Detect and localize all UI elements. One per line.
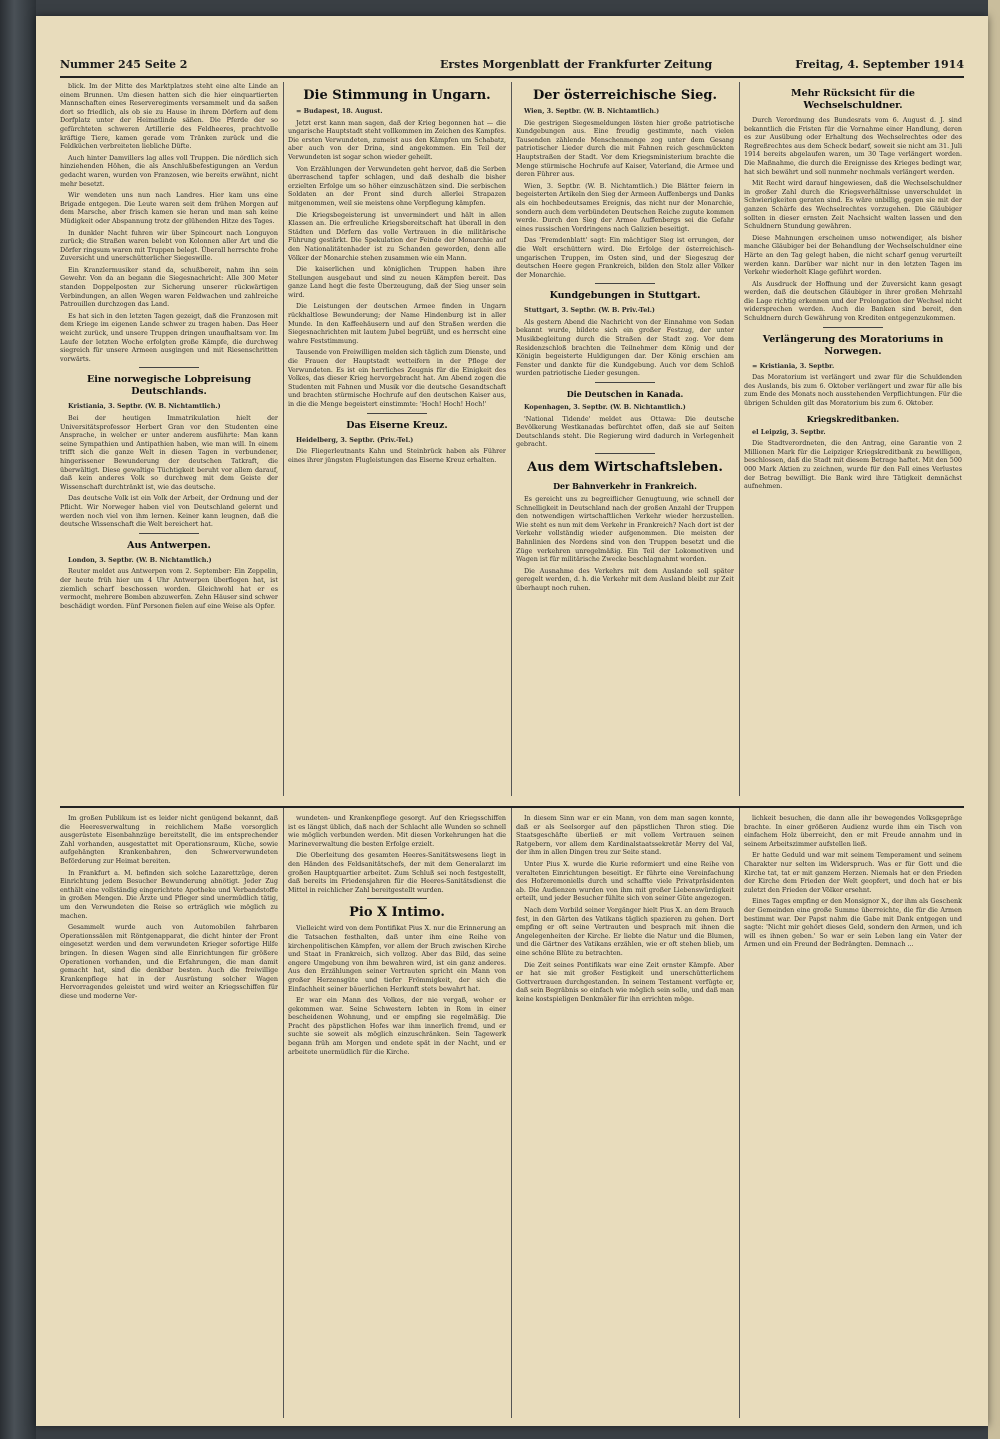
article-paragraph: In diesem Sinn war er ein Mann, von dem man sagen konnte, daß er als Seelsorger auf den päpstlichen Thron stieg. Die Staatsgeschäfte überließ er mit vollem Vertrauen seinen Ratgebern, vor allem dem Kardinalstaatssekretär Merry del Val, der ihm in allen Dingen treu zur Seite stand. — [516, 814, 734, 857]
article-paragraph: Die Stadtverordneten, die den Antrag, eine Garantie von 2 Millionen Mark für die Leipziger Kriegskreditbank zu bewilligen, beschlossen, daß die Stadt mit diesem Betrage haftet. Mit den 500 000 Mark Aktien zu zeichnen, wurde für den Fall eines Verlustes der Betrag bewilligt. Die Bank wird ihre Tätigkeit demnächst aufnehmen. — [744, 439, 962, 491]
headline-bahnverkehr: Der Bahnverkehr in Frankreich. — [553, 481, 697, 491]
article-paragraph: Die Zeit seines Pontifikats war eine Zeit ernster Kämpfe. Aber er hat sie mit großer Festigkeit und unerschütterlichem Gottvertrauen durchgestanden. In seinem Testament verfügte er, daß sein Begräbnis so einfach wie möglich sein solle, und daß man keine kostspieligen Denkmäler für ihn errichten möge. — [516, 960, 734, 1003]
article-paragraph: Auch hinter Damvillers lag alles voll Truppen. Die nördlich sich hinziehenden Höhen, die als Anschlußbefestigungen an Verdun gedacht waren, wurden von Franzosen, wie bereits erwähnt, nicht mehr besetzt. — [60, 153, 278, 188]
headline-norwegian: Eine norwegische Lobpreisung Deutschlands. — [87, 374, 251, 398]
headline-stuttgart: Kundgebungen in Stuttgart. — [549, 290, 701, 302]
article-paragraph: Mit Recht wird darauf hingewiesen, daß die Wechselschuldner in großer Zahl durch die Kriegsverhältnisse unverschuldet in Schwierigkeiten geraten sind. Es wäre unbillig, gegen sie mit der ganzen Schärfe des Wechselrechtes vorzugehen. Die Gläubiger sollten in dieser ernsten Zeit Nachsicht walten lassen und den Schuldnern Stundung gewähren. — [744, 179, 962, 231]
article-paragraph: Die Ausnahme des Verkehrs mit dem Auslande soll später geregelt werden, d. h. die Verkehr mit dem Ausland bleibt zur Zeit überhaupt noch ruhen. — [516, 566, 734, 592]
article-paragraph: Im großen Publikum ist es leider nicht genügend bekannt, daß die Heeresverwaltung in reichlichem Maße vorsorglich ausgerüstete Eisenbahnzüge bereitstellt, die im entsprechender Zahl vorhanden, ausgestattet mit Operationsraum, Küche, sowie aufgehängten Krankenbahren, den Schwerverwundeten Beförderung zur Heimat bereiten. — [60, 814, 278, 865]
dateline: Kopenhagen, 3. Septbr. (W. B. Nichtamtlich.) — [524, 403, 686, 412]
dateline: London, 3. Septbr. (W. B. Nichtamtlich.) — [68, 555, 212, 564]
article-paragraph: Nach dem Vorbild seiner Vorgänger hielt Pius X. an dem Brauch fest, in den Gärten des Vatikans täglich spazieren zu gehen. Dort empfing er oft seine Vertrauten und besprach mit ihnen die Angelegenheiten der Kirche. Er liebte die Natur und die Blumen, und die Gärtner des Vatikans erzählen, wie er oft stehen blieb, um eine schöne Blüte zu betrachten. — [516, 905, 734, 957]
article-paragraph: Gesammelt wurde auch von Automobilen fahrbaren Operationssälen mit Röntgenapparat, die dicht hinter der Front eingesetzt werden und dem verwundeten Krieger sofortige Hilfe bringen. In diesen Wagen sind alle Einrichtungen für größere Operationen vorhanden, und die Erfahrungen, die man damit gemacht hat, sind die denkbar besten. Auch die freiwillige Krankenpflege hat in der Ausrüstung solcher Wagen Hervorragendes geleistet und wird weiter an Kriegsschiffen für diese und moderne Ver- — [60, 923, 278, 1000]
article-paragraph: Er war ein Mann des Volkes, der nie vergaß, woher er gekommen war. Seine Schwestern lebten in Rom in einer bescheidenen Wohnung, und er empfing sie regelmäßig. Die Pracht des päpstlichen Hofes war ihm innerlich fremd, und er suchte sie soweit als möglich einzuschränken. Sein Tagewerk begann früh am Morgen und endete spät in der Nacht, und er arbeitete unermüdlich für die Kirche. — [288, 996, 506, 1056]
dateline: el Leipzig, 3. Septbr. — [752, 427, 826, 436]
section-divider — [823, 327, 883, 328]
upper-column-3 — [516, 82, 734, 796]
lower-section-feuilleton — [60, 806, 964, 1418]
article-paragraph: Die Oberleitung des gesamten Heeres-Sanitätswesens liegt in den Händen des Feldsanitätschefs, der mit dem Generalarzt im großen Hauptquartier arbeitet. Zum Schluß sei noch festgestellt, daß bereits im Friedensjahren für die Heeres-Sanitätsdienst die Mittel in reichlicher Zahl bereitgestellt wurden. — [288, 851, 506, 894]
article-paragraph: Er hatte Geduld und war mit seinem Temperament und seinem Charakter nur selten im Widerspruch. Was er für Gott und die Kirche tat, tat er mit ganzem Herzen. Niemals hat er den Frieden der Kirche dem Frieden der Welt geopfert, und doch hat er bis zuletzt den Frieden der Völker ersehnt. — [744, 851, 962, 894]
headline-pio-x: Pio X Intimo. — [349, 905, 445, 921]
upper-column-2 — [288, 82, 506, 796]
article-paragraph: Die Leistungen der deutschen Armee finden in Ungarn rückhaltlose Bewunderung; der Name Hindenburg ist in aller Munde. In den Kaffeehäusern und auf den Straßen werden die Siegesnachrichten mit lautem Jubel begrüßt, und es herrscht eine wahre Feststimmung. — [288, 302, 506, 345]
section-divider — [139, 533, 199, 534]
headline-wirtschaftsleben: Aus dem Wirtschaftsleben. — [527, 460, 723, 475]
article-paragraph: Vielleicht wird von dem Pontifikat Pius X. nur die Erinnerung an die Tatsachen festhalten, daß unter ihm eine Reihe von kirchenpolitischen Kämpfen, vor allem der Bruch zwischen Kirche und Staat in Frankreich, sich vollzog. Aber das Bild, das seine engere Umgebung von ihm bewahren wird, ist ein ganz anderes. Aus den Erzählungen seiner Vertrauten spricht ein Mann von großer Herzensgüte und tiefer Frömmigkeit, der sich die Einfachheit seiner bäuerlichen Herkunft stets bewahrt hat. — [288, 924, 506, 993]
article-paragraph: In Frankfurt a. M. befinden sich solche Lazarettzüge, deren Einrichtung jedem Besucher Bewunderung abnötigt. Jeder Zug enthält eine vollständig eingerichtete Apotheke und Verbandstoffe in großen Mengen. Die Ärzte und Pfleger sind unermüdlich tätig, um den Verwundeten die Reise so erträglich wie möglich zu machen. — [60, 868, 278, 920]
article-paragraph: Wir wendeten uns nun nach Landres. Hier kam uns eine Brigade entgegen. Die Leute waren seit dem frühen Morgen auf dem Marsche, aber frisch kamen sie heran und man sah keine Müdigkeit oder Abspannung trotz der glühenden Hitze des Tages. — [60, 191, 278, 225]
article-paragraph: Reuter meldet aus Antwerpen vom 2. September: Ein Zeppelin, der heute früh hier um 4 Uhr Antwerpen überflogen hat, ist ziemlich scharf beschossen worden. Gleichwohl hat er es vermocht, mehrere Bomben abzuwerfen. Zehn Häuser sind schwer beschädigt worden. Fünf Personen fielen auf eine Weise als Opfer. — [60, 567, 278, 610]
article-paragraph: Bei der heutigen Immatrikulation hielt der Universitätsprofessor Herbert Gran vor den Studenten eine Ansprache, in welcher er unter anderem ausführte: Man kann seine Sympathien und Antipathien haben, wie man will. In einem trifft sich die ganze Welt in diesen Tagen in verbundener, hingerissener Bewunderung der deutschen Tatkraft, die überwältigt. Diese gewaltige Tüchtigkeit beruht vor allem darauf, daß kein anderes Volk so durchweg mit dem Geiste der Wissenschaft durchtränkt ist, wie das deutsche. — [60, 414, 278, 491]
headline-kanada: Die Deutschen in Kanada. — [566, 389, 684, 400]
article-paragraph: Durch Verordnung des Bundesrats vom 6. August d. J. sind bekanntlich die Fristen für die Vornahme einer Handlung, deren es zur Ausübung oder Erhaltung des Wechselrechtes oder des Regreßrechtes aus dem Scheck bedarf, soweit sie nicht am 31. Juli 1914 bereits abgelaufen waren, um 30 Tage verlängert worden. Die Maßnahme, die durch die Ereignisse des Krieges bedingt war, hat sich bewährt und soll nunmehr nochmals verlängert werden. — [744, 116, 962, 176]
page-header — [60, 56, 964, 78]
article-paragraph: Die kaiserlichen und königlichen Truppen haben ihre Stellungen ausgebaut und sind zu neuen Kämpfen bereit. Das ganze Land hegt die feste Überzeugung, daß der Sieg unser sein wird. — [288, 265, 506, 299]
article-paragraph: Wien, 3. Septbr. (W. B. Nichtamtlich.) Die Blätter feiern in begeisterten Artikeln den Sieg der Armeen Auffenbergs und Danks als ein hochbedeutsames Ereignis, das nicht nur der Monarchie, sondern auch dem verbündeten Deutschen Reiche zugute kommen werde. Durch den Sieg der Armee Auffenbergs sei die Gefahr eines russischen Vordringens nach Galizien beseitigt. — [516, 181, 734, 233]
column-rule — [739, 808, 740, 1418]
section-divider — [367, 898, 427, 899]
article-paragraph: Die Kriegsbegeisterung ist unvermindert und hält in allen Klassen an. Die erfreuliche Kriegsbereitschaft hat überall in den Städten und Dörfern das volle Vertrauen in die militärische Führung gestärkt. Die Spekulation der Feinde der Monarchie auf den Nationalitätenhader ist zu Schanden geworden, denn alle Völker der Monarchie stehen zusammen wie ein Mann. — [288, 210, 506, 262]
dateline: = Budapest, 18. August. — [296, 107, 383, 115]
article-paragraph: Als gestern Abend die Nachricht von der Einnahme von Sedan bekannt wurde, bildete sich ein großer Festzug, der unter Musikbegleitung durch die Straßen der Stadt zog. Vor dem Residenzschloß brachten die Teilnehmer dem König und der Königin begeisterte Huldigungen dar. Der König erschien am Fenster und dankte für die Kundgebung. Auch vor dem Schloß wurden patriotische Lieder gesungen. — [516, 317, 734, 378]
column-rule — [283, 82, 284, 796]
article-paragraph: Das 'Fremdenblatt' sagt: Ein mächtiger Sieg ist errungen, der die Welt erschüttern wird. Die Erfolge der österreichisch-ungarischen Truppen, im Osten sind, und der Siegeszug der deutschen Heere gegen Frankreich, bilden den Stolz aller Völker der Monarchie. — [516, 236, 734, 279]
article-paragraph: Jetzt erst kann man sagen, daß der Krieg begonnen hat — die ungarische Hauptstadt steht vollkommen im Zeichen des Kampfes. Die ersten Verwundeten, zumeist aus den Kämpfen um Schabatz, aber auch von der Drina, sind angekommen. Ein Teil der Verwundeten ist sogar schon wieder geheilt. — [288, 118, 506, 161]
masthead-title: Erstes Morgenblatt der Frankfurter Zeitung — [440, 58, 713, 71]
article-paragraph: Das deutsche Volk ist ein Volk der Arbeit, der Ordnung und der Pflicht. Wir Norweger haben viel von Deutschland gelernt und werden noch viel von ihm lernen. Keiner kann leugnen, daß die deutsche Wissenschaft die Welt bereichert hat. — [60, 494, 278, 529]
lower-column-3 — [516, 814, 734, 1418]
headline-antwerpen: Aus Antwerpen. — [127, 539, 211, 551]
page-edge — [988, 0, 1000, 1439]
dateline: = Kristiania, 3. Septbr. — [752, 361, 835, 370]
issue-date: Freitag, 4. September 1914 — [795, 58, 964, 71]
article-paragraph: lichkeit besuchen, die dann alle ihr bewegendes Volksgepräge brachte. In einer größeren Audienz wurde ihm ein Tisch von einfachem Holz überreicht, den er mit Freude annahm und in seinem Arbeitszimmer aufstellen ließ. — [744, 814, 962, 848]
dateline: Heidelberg, 3. Septbr. (Priv.-Tel.) — [296, 435, 414, 444]
section-divider — [367, 413, 427, 414]
article-paragraph: Eines Tages empfing er den Monsignor X., der ihm als Geschenk der Gemeinden eine große Summe überreichte, die für die Armen bestimmt war. Der Papst nahm die Gabe mit Dank entgegen und sagte: 'Nicht mir gehört dieses Geld, sondern den Armen, und ich will es ihnen geben.' So war er sein Leben lang ein Vater der Armen und ein Freund der Bedrängten. Demnach ... — [744, 897, 962, 949]
newspaper-page — [36, 16, 988, 1426]
headline-ungarn: Die Stimmung in Ungarn. — [303, 88, 491, 103]
article-paragraph: Es hat sich in den letzten Tagen gezeigt, daß die Franzosen mit dem Kriege im eigenen Lande schwer zu tragen haben. Das Heer weicht zurück, und unsere Truppen dringen unaufhaltsam vor. Im Laufe der letzten Woche erfolgten große Kämpfe, die durchweg siegreich für unsere Armeen ausgingen und mit Riesenschritten vorwärts. — [60, 311, 278, 363]
article-paragraph: Als Ausdruck der Hoffnung und der Zuversicht kann gesagt werden, daß die deutschen Gläubiger in ihrer großen Mehrzahl die Lage richtig erkennen und der Prolongation der Wechsel nicht widersprechen werden. Auch die Banken sind bereit, den Schuldnern durch Gewährung von Krediten entgegenzukommen. — [744, 279, 962, 323]
article-paragraph: Diese Mahnungen erscheinen umso notwendiger, als bisher manche Gläubiger bei der Behandlung der Wechselschuldner eine Härte an den Tag gelegt haben, die nicht scharf genug verurteilt werden kann. Darüber war nicht nur in den letzten Tagen im Verkehr wiederholt Klage geführt worden. — [744, 233, 962, 277]
article-paragraph: Die Fliegerleutnants Kahn und Steinbrück haben als Führer eines ihrer jüngsten Flugleistungen das Eiserne Kreuz erhalten. — [288, 447, 506, 464]
article-paragraph: Das Moratorium ist verlängert und zwar für die Schuldenden des Auslands, bis zum 6. Oktober verlängert und zwar für alle bis zum Ende des Monats noch ausstehenden Verpflichtungen. Für die übrigen Schulden gilt das Moratorium bis zum 6. Oktober. — [744, 373, 962, 408]
dateline: Wien, 3. Septbr. (W. B. Nichtamtlich.) — [524, 107, 660, 115]
column-rule — [739, 82, 740, 796]
article-paragraph: 'National Tidende' meldet aus Ottawa: Die deutsche Bevölkerung Westkanadas befürchtet offen, daß sie auf Seiten Deutschlands steht. Die Regierung wird dadurch in Verlegenheit gebracht. — [516, 414, 734, 449]
article-paragraph: wundeten- und Krankenpflege gesorgt. Auf den Kriegsschiffen ist es längst üblich, daß nach der Schlacht alle Wunden so schnell wie möglich verbunden werden. Mit diesen Vorkehrungen hat die Marineverwaltung die besten Erfolge erzielt. — [288, 814, 506, 848]
lower-column-2 — [288, 814, 506, 1418]
section-divider — [595, 382, 655, 383]
section-divider — [595, 283, 655, 284]
article-paragraph: Ein Kranzlermusiker stand da, schußbereit, nahm ihn sein Gewehr. Von da an begann die Siegesnachricht: Alle 300 Meter standen Doppelposten zur Sicherung unserer rückwärtigen Verbindungen, an allen Wegen waren Feldwachen und zahlreiche Patrouillen durchzogen das Land. — [60, 265, 278, 309]
article-paragraph: Unter Pius X. wurde die Kurie reformiert und eine Reihe von veralteten Einrichtungen beseitigt. Er führte eine Vereinfachung des Hofzeremoniells durch und schaffte viele Privatpräsidenten ab. Die Audienzen wurden von ihm mit großer Liebenswürdigkeit erteilt, und jeder Besucher fühlte sich von seiner Güte angezogen. — [516, 859, 734, 903]
book-binding — [0, 0, 36, 1439]
section-divider — [595, 453, 655, 454]
article-paragraph: In dunkler Nacht fuhren wir über Spincourt nach Longuyon zurück; die Straßen waren belebt von Kolonnen aller Art und die Dörfer ringsum waren mit Truppen belegt. Überall herrschte frohe Zuversicht und unerschütterlicher Siegeswille. — [60, 228, 278, 263]
lower-column-4 — [744, 814, 962, 1418]
headline-eisernes-kreuz: Das Eiserne Kreuz. — [346, 419, 448, 431]
article-paragraph: Tausende von Freiwilligen melden sich täglich zum Dienste, und die Frauen der Hauptstadt wetteifern in der Pflege der Verwundeten. Es ist ein herrliches Zeugnis für die Einigkeit des Volkes, das dieser Krieg hervorgebracht hat. Am Abend zogen die Studenten mit Fahnen und Musik vor die deutsche Gesandtschaft und brachten stürmische Hochrufe auf den deutschen Kaiser aus, in die die Menge begeistert einstimmte: 'Hoch! Hoch! Hoch!' — [288, 348, 506, 408]
column-rule — [283, 808, 284, 1418]
column-rule — [511, 808, 512, 1418]
dateline: Stuttgart, 3. Septbr. (W. B. Priv.-Tel.) — [524, 306, 655, 315]
upper-section — [60, 82, 964, 796]
column-rule — [511, 82, 512, 796]
upper-column-4 — [744, 82, 962, 796]
headline-moratorium: Verlängerung des Moratoriums in Norwegen. — [762, 333, 944, 357]
headline-kriegskreditbanken: Kriegskreditbanken. — [806, 413, 900, 424]
issue-number: Nummer 245 Seite 2 — [60, 58, 188, 71]
headline-wechselschuldner: Mehr Rücksicht für die Wechselschuldner. — [791, 88, 915, 111]
lower-column-1 — [60, 814, 278, 1418]
article-paragraph: Es gereicht uns zu begreiflicher Genugtuung, wie schnell der Schnelligkeit in Deutschland nach der großen Anzahl der Truppen den notwendigen wirtschaftlichen Verkehr wieder herzustellen. Wie steht es nun mit dem Verkehr in Frankreich? Nach dort ist der Verkehr vollständig wieder aufgenommen. Die meisten der Bahnlinien des Nordens sind von den Truppen besetzt und die Züge verkehren unregelmäßig. Ein Teil der Lokomotiven und Wagen ist für militärische Zwecke beschlagnahmt worden. — [516, 495, 734, 564]
headline-oesterreich-sieg: Der österreichische Sieg. — [532, 88, 718, 103]
dateline: Kristiania, 3. Septbr. (W. B. Nichtamtlich.) — [68, 402, 221, 411]
article-paragraph: Die gestrigen Siegesmeldungen lösten hier große patriotische Kundgebungen aus. Eine freudig gestimmte, nach vielen Tausenden zählende Menschenmenge zog unter dem Gesang patriotischer Lieder durch die mit Fahnen reich geschmückten Hauptstraßen der Stadt. Vor dem Kriegsministerium brachte die Menge stürmische Hochrufe auf Kaiser, Vaterland, die Armee und deren Führer aus. — [516, 118, 734, 179]
section-divider — [139, 367, 199, 368]
article-paragraph: Von Erzählungen der Verwundeten geht hervor, daß die Serben überraschend tapfer schlagen, und daß deshalb die bisher erzielten Erfolge um so höher einzuschätzen sind. Die serbischen Soldaten an der Front sind durch allerlei Strapazen mitgenommen, weil sie meistens ohne Verpflegung kämpfen. — [288, 164, 506, 207]
article-paragraph: blick. Im der Mitte des Marktplatzes steht eine alte Linde an einem Brunnen. Um diesen hatten sich die hier einquartierten Mannschaften eines Reserveregiments versammelt und da saßen dort so friedlich, als ob sie zu Hause in ihrem Dörfern auf dem Dorfplatz unter der Heimatlinde säßen. Die Pferde der so gefürchteten schweren Artillerie des Feldheeres, prachtvolle kräftige Tiere, kamen gerade vom Tränken zurück und die Feldküchen verbreiteten liebliche Düfte. — [60, 82, 278, 151]
upper-column-1 — [60, 82, 278, 796]
